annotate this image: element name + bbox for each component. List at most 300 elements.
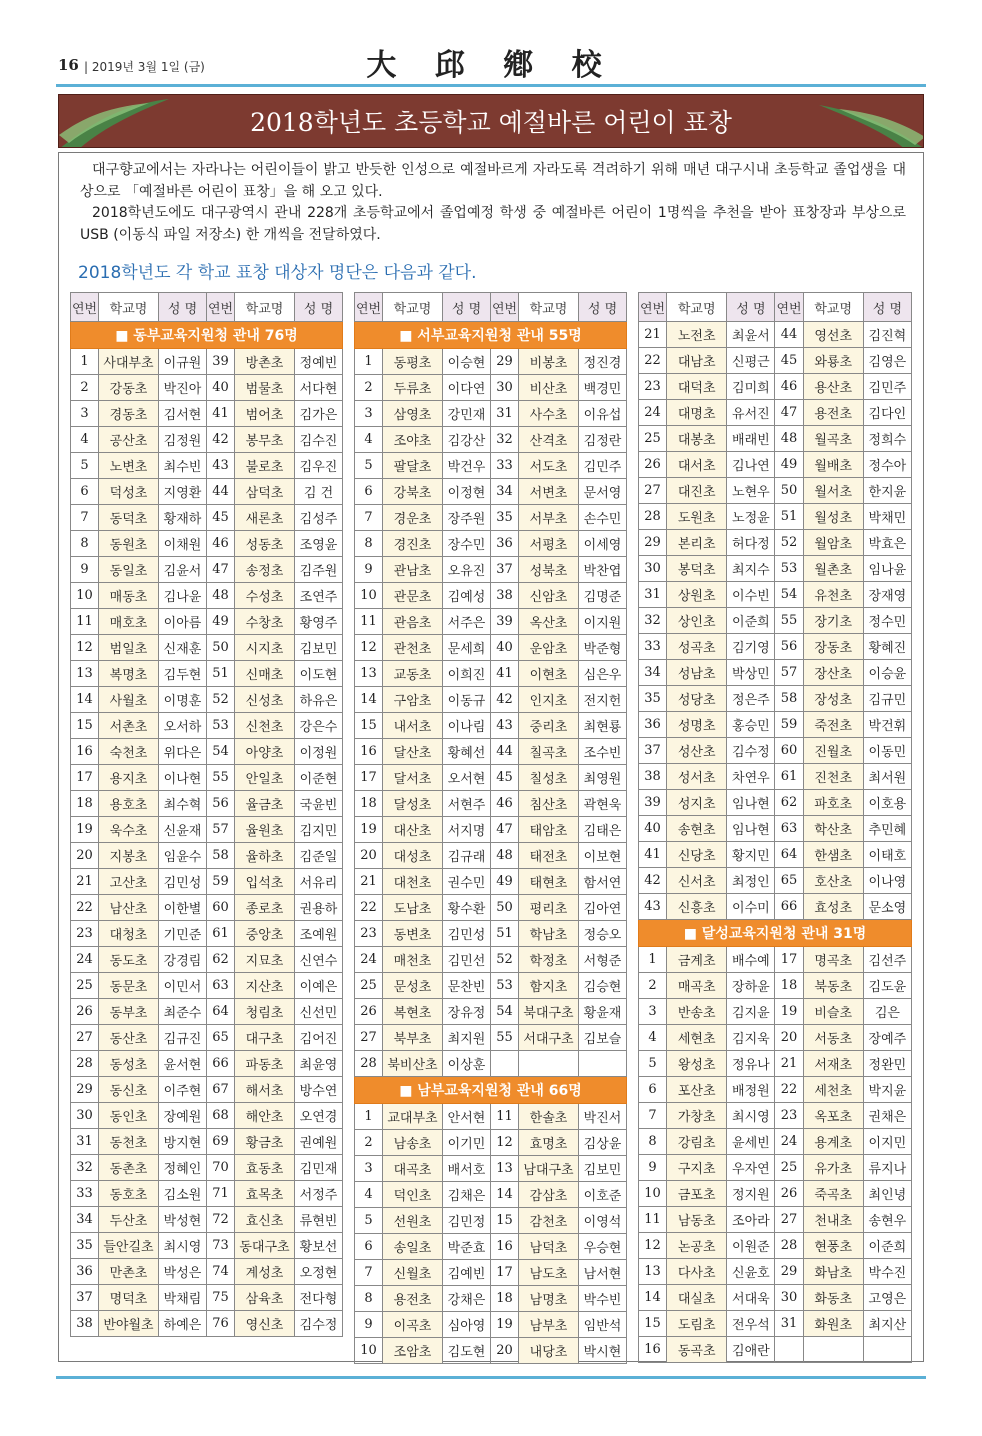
student-name: 황혜진 [863,634,911,660]
row-number: 49 [491,869,519,895]
school-name [803,1337,863,1363]
school-name: 논공초 [667,1233,727,1259]
row-number: 2 [639,973,667,999]
school-name: 효신초 [235,1207,295,1233]
row-number: 32 [491,427,519,453]
row-number: 47 [491,817,519,843]
row-number: 20 [71,843,99,869]
school-name: 방촌초 [235,349,295,375]
student-name: 전우석 [727,1311,775,1337]
school-name: 영신초 [235,1311,295,1337]
table-row [355,739,627,765]
row-number: 35 [491,505,519,531]
school-name: 화남초 [803,1259,863,1285]
row-number: 31 [775,1311,803,1337]
section-header-row [639,920,912,947]
table-row [355,427,627,453]
school-name: 파동초 [235,1051,295,1077]
row-number: 20 [355,843,383,869]
student-name: 서다현 [295,375,343,401]
school-name: 송일초 [383,1234,443,1260]
row-number: 60 [207,895,235,921]
student-name: 이명훈 [159,687,207,713]
school-name: 인지초 [519,687,579,713]
student-name: 오연경 [295,1103,343,1129]
student-name: 이호준 [579,1182,627,1208]
row-number: 45 [207,505,235,531]
school-name: 함지초 [519,973,579,999]
student-name: 장수민 [443,531,491,557]
school-name: 반야월초 [99,1311,159,1337]
row-number: 17 [355,765,383,791]
section-label: ■ 남부교육지원청 관내 66명 [355,1077,627,1104]
student-name: 박준효 [443,1234,491,1260]
student-name: 윤서현 [159,1051,207,1077]
student-name: 고영은 [863,1285,911,1311]
student-name: 황보선 [295,1233,343,1259]
table-row [71,453,343,479]
section-header-row [355,1077,627,1104]
table-row [355,583,627,609]
row-number: 29 [491,349,519,375]
row-number: 3 [355,1156,383,1182]
row-number: 27 [639,478,667,504]
student-name: 임윤수 [159,843,207,869]
row-number: 7 [639,1103,667,1129]
school-name: 남부초 [519,1312,579,1338]
student-name: 박진서 [579,1104,627,1130]
student-name: 김나연 [727,452,775,478]
row-number: 58 [775,686,803,712]
school-name: 강림초 [667,1129,727,1155]
school-name: 죽전초 [803,712,863,738]
student-name: 이채원 [159,531,207,557]
row-number: 41 [207,401,235,427]
school-name: 학정초 [519,947,579,973]
table-row [71,401,343,427]
student-name: 이도현 [295,661,343,687]
student-name: 이태호 [863,842,911,868]
school-name: 노변초 [99,453,159,479]
row-number: 30 [491,375,519,401]
row-number: 26 [639,452,667,478]
school-name: 서대구초 [519,1025,579,1051]
student-name: 배래빈 [727,426,775,452]
row-number: 13 [639,1259,667,1285]
student-name: 김어진 [295,1025,343,1051]
table-row [71,765,343,791]
school-name: 와룡초 [803,348,863,374]
table-row [71,1103,343,1129]
student-name: 송현우 [863,1207,911,1233]
row-number: 18 [775,973,803,999]
school-name: 대서초 [667,452,727,478]
row-number: 62 [775,790,803,816]
column-header-num: 연번 [207,293,235,322]
school-name: 비봉초 [519,349,579,375]
student-name: 김다인 [863,400,911,426]
student-name: 김도현 [443,1338,491,1364]
student-name: 김보민 [295,635,343,661]
table-row [71,739,343,765]
row-number: 43 [639,894,667,920]
student-name: 이수미 [727,894,775,920]
student-name: 서지명 [443,817,491,843]
row-number: 14 [71,687,99,713]
row-number: 27 [355,1025,383,1051]
row-number: 9 [355,1312,383,1338]
student-name: 배수예 [727,947,775,973]
school-name: 장산초 [803,660,863,686]
school-name: 두산초 [99,1207,159,1233]
student-name: 서대욱 [727,1285,775,1311]
issue-date: | 2019년 3월 1일 (금) [84,60,205,74]
table-row [71,1233,343,1259]
student-name: 장예원 [159,1103,207,1129]
row-number: 17 [71,765,99,791]
student-name: 김진혁 [863,322,911,348]
table-row [355,791,627,817]
row-number: 36 [491,531,519,557]
student-name: 이희진 [443,661,491,687]
table-row [71,921,343,947]
row-number: 6 [71,479,99,505]
row-number: 70 [207,1155,235,1181]
row-number: 46 [775,374,803,400]
row-number: 13 [71,661,99,687]
row-number: 52 [775,530,803,556]
school-name: 장기초 [803,608,863,634]
school-name: 동인초 [99,1103,159,1129]
row-number: 22 [775,1077,803,1103]
school-name: 내당초 [519,1338,579,1364]
row-number: 29 [639,530,667,556]
student-name: 강경림 [159,947,207,973]
student-name: 전다형 [295,1285,343,1311]
row-number: 73 [207,1233,235,1259]
table-row [639,1103,912,1129]
school-name: 남동초 [667,1207,727,1233]
table-header-row [71,293,343,322]
school-name: 유가초 [803,1155,863,1181]
row-number: 59 [775,712,803,738]
school-name [519,1051,579,1077]
school-name: 매천초 [383,947,443,973]
row-number: 28 [775,1233,803,1259]
student-name: 정수아 [863,452,911,478]
column-header-name: 성 명 [295,293,343,322]
table-row [355,375,627,401]
school-name: 매동초 [99,583,159,609]
student-name: 이정원 [295,739,343,765]
student-name: 백경민 [579,375,627,401]
school-name: 태현초 [519,869,579,895]
table-row [355,1260,627,1286]
student-name: 이유섭 [579,401,627,427]
student-name: 이상훈 [443,1051,491,1077]
section-label: ■ 서부교육지원청 관내 55명 [355,322,627,349]
school-name: 수성초 [235,583,295,609]
school-name: 한샘초 [803,842,863,868]
row-number: 38 [71,1311,99,1337]
table-row [639,1155,912,1181]
school-name: 왕성초 [667,1051,727,1077]
student-name: 박상민 [727,660,775,686]
table-row [71,1155,343,1181]
table-row [71,1311,343,1337]
student-name: 이예은 [295,973,343,999]
student-name: 문세희 [443,635,491,661]
table-row [355,1130,627,1156]
row-number: 62 [207,947,235,973]
school-name: 파호초 [803,790,863,816]
table-header-row [355,293,627,322]
column-header-school: 학교명 [519,293,579,322]
school-name: 죽곡초 [803,1181,863,1207]
row-number: 37 [491,557,519,583]
school-name: 신흥초 [667,894,727,920]
row-number: 44 [491,739,519,765]
school-name: 동원초 [99,531,159,557]
school-name: 경동초 [99,401,159,427]
student-name: 하예은 [159,1311,207,1337]
school-name: 칠성초 [519,765,579,791]
row-number: 48 [491,843,519,869]
school-name: 내서초 [383,713,443,739]
header-rule [56,84,926,87]
school-name: 명곡초 [803,947,863,973]
column-header-school: 학교명 [235,293,295,322]
student-name: 최시영 [727,1103,775,1129]
student-name: 박진아 [159,375,207,401]
school-name: 수창초 [235,609,295,635]
student-name: 권용하 [295,895,343,921]
student-name: 이보현 [579,843,627,869]
student-name: 박준형 [579,635,627,661]
row-number: 12 [491,1130,519,1156]
student-name: 박수빈 [579,1286,627,1312]
school-name: 호산초 [803,868,863,894]
table-row [355,1051,627,1077]
student-name: 김상윤 [579,1130,627,1156]
student-name: 김민주 [579,453,627,479]
footer-rule [56,1376,926,1379]
table-row [639,556,912,582]
row-number: 11 [355,609,383,635]
student-name: 김강산 [443,427,491,453]
row-number: 54 [207,739,235,765]
student-name: 이한별 [159,895,207,921]
row-number: 18 [491,1286,519,1312]
column-header-num: 연번 [639,293,667,322]
row-number: 46 [207,531,235,557]
school-name: 계성초 [235,1259,295,1285]
student-name: 손수민 [579,505,627,531]
school-name: 사수초 [519,401,579,427]
school-name: 영선초 [803,322,863,348]
school-name: 비산초 [519,375,579,401]
student-name: 조수빈 [579,739,627,765]
row-number: 31 [639,582,667,608]
student-name: 이나영 [863,868,911,894]
school-name: 북비산초 [383,1051,443,1077]
school-name: 칠곡초 [519,739,579,765]
school-name: 명덕초 [99,1285,159,1311]
row-number: 8 [639,1129,667,1155]
row-number: 30 [639,556,667,582]
row-number: 9 [71,557,99,583]
row-number: 61 [207,921,235,947]
student-name: 박채림 [159,1285,207,1311]
row-number: 52 [491,947,519,973]
table-row [355,817,627,843]
school-name: 남도초 [519,1260,579,1286]
student-name: 이지원 [579,609,627,635]
table-row [355,973,627,999]
school-name: 대덕초 [667,374,727,400]
row-number: 7 [71,505,99,531]
row-number: 21 [775,1051,803,1077]
school-name: 북부초 [383,1025,443,1051]
school-name: 대진초 [667,478,727,504]
table-row [355,557,627,583]
school-name: 구암초 [383,687,443,713]
student-name: 위다은 [159,739,207,765]
student-name: 김미희 [727,374,775,400]
row-number: 4 [355,1182,383,1208]
row-number: 35 [639,686,667,712]
school-name: 상인초 [667,608,727,634]
student-name: 하유은 [295,687,343,713]
row-number: 49 [775,452,803,478]
table-row [355,947,627,973]
school-name: 신암초 [519,583,579,609]
row-number: 53 [207,713,235,739]
school-name: 관천초 [383,635,443,661]
school-name: 송현초 [667,816,727,842]
student-name: 김서현 [159,401,207,427]
table-row [355,609,627,635]
row-number: 55 [207,765,235,791]
row-number: 19 [775,999,803,1025]
school-name: 동도초 [99,947,159,973]
row-number: 74 [207,1259,235,1285]
school-name: 태전초 [519,843,579,869]
row-number: 57 [775,660,803,686]
table-row [355,453,627,479]
student-name: 김지민 [295,817,343,843]
row-number: 14 [639,1285,667,1311]
row-number: 54 [775,582,803,608]
school-name: 진천초 [803,764,863,790]
student-name: 함서연 [579,869,627,895]
student-name: 임나현 [727,816,775,842]
table-row [71,661,343,687]
school-name: 동변초 [383,921,443,947]
student-name: 문찬빈 [443,973,491,999]
table-row [355,1234,627,1260]
row-number: 9 [639,1155,667,1181]
student-name: 김채은 [443,1182,491,1208]
table-row [71,427,343,453]
school-name: 봉덕초 [667,556,727,582]
list-heading: 2018학년도 각 학교 표창 대상자 명단은 다음과 같다. [78,263,477,283]
school-name: 송정초 [235,557,295,583]
student-name: 최준수 [159,999,207,1025]
student-name: 류지나 [863,1155,911,1181]
school-name: 관음초 [383,609,443,635]
table-row [639,478,912,504]
school-name: 달서초 [383,765,443,791]
school-name: 용산초 [803,374,863,400]
row-number: 13 [491,1156,519,1182]
student-name: 이나림 [443,713,491,739]
school-name: 감삼초 [519,1182,579,1208]
school-name: 학남초 [519,921,579,947]
row-number: 41 [491,661,519,687]
student-name: 황윤재 [579,999,627,1025]
row-number: 38 [639,764,667,790]
row-number: 49 [207,609,235,635]
row-number: 16 [491,1234,519,1260]
student-name: 이세영 [579,531,627,557]
school-name: 월곡초 [803,426,863,452]
table-row [355,1104,627,1130]
student-name: 최정인 [727,868,775,894]
student-name: 김승현 [579,973,627,999]
row-number: 57 [207,817,235,843]
table-row [355,479,627,505]
student-name: 최윤영 [295,1051,343,1077]
row-number: 33 [71,1181,99,1207]
school-name: 조야초 [383,427,443,453]
row-number: 32 [71,1155,99,1181]
student-name: 김민성 [443,921,491,947]
row-number: 23 [71,921,99,947]
school-name: 매호초 [99,609,159,635]
table-row [71,505,343,531]
student-name: 김영은 [863,348,911,374]
student-name: 정지원 [727,1181,775,1207]
student-name: 김주원 [295,557,343,583]
school-name: 월서초 [803,478,863,504]
table-row [639,1311,912,1337]
student-name: 신평근 [727,348,775,374]
row-number: 21 [355,869,383,895]
school-name: 동신초 [99,1077,159,1103]
student-name: 김기영 [727,634,775,660]
table-row [639,1025,912,1051]
table-row [639,400,912,426]
student-name: 김정란 [579,427,627,453]
row-number: 16 [355,739,383,765]
school-name: 운암초 [519,635,579,661]
page-header [0,0,982,90]
table-row [71,1077,343,1103]
student-name: 김지윤 [727,999,775,1025]
student-name: 김애란 [727,1337,775,1363]
row-number: 10 [71,583,99,609]
student-name: 황혜선 [443,739,491,765]
table-row [639,608,912,634]
school-name: 지산초 [235,973,295,999]
student-name: 장하윤 [727,973,775,999]
table-row [71,609,343,635]
intro-text [80,160,906,246]
student-name: 정유나 [727,1051,775,1077]
school-name: 장성초 [803,686,863,712]
student-name: 이정현 [443,479,491,505]
